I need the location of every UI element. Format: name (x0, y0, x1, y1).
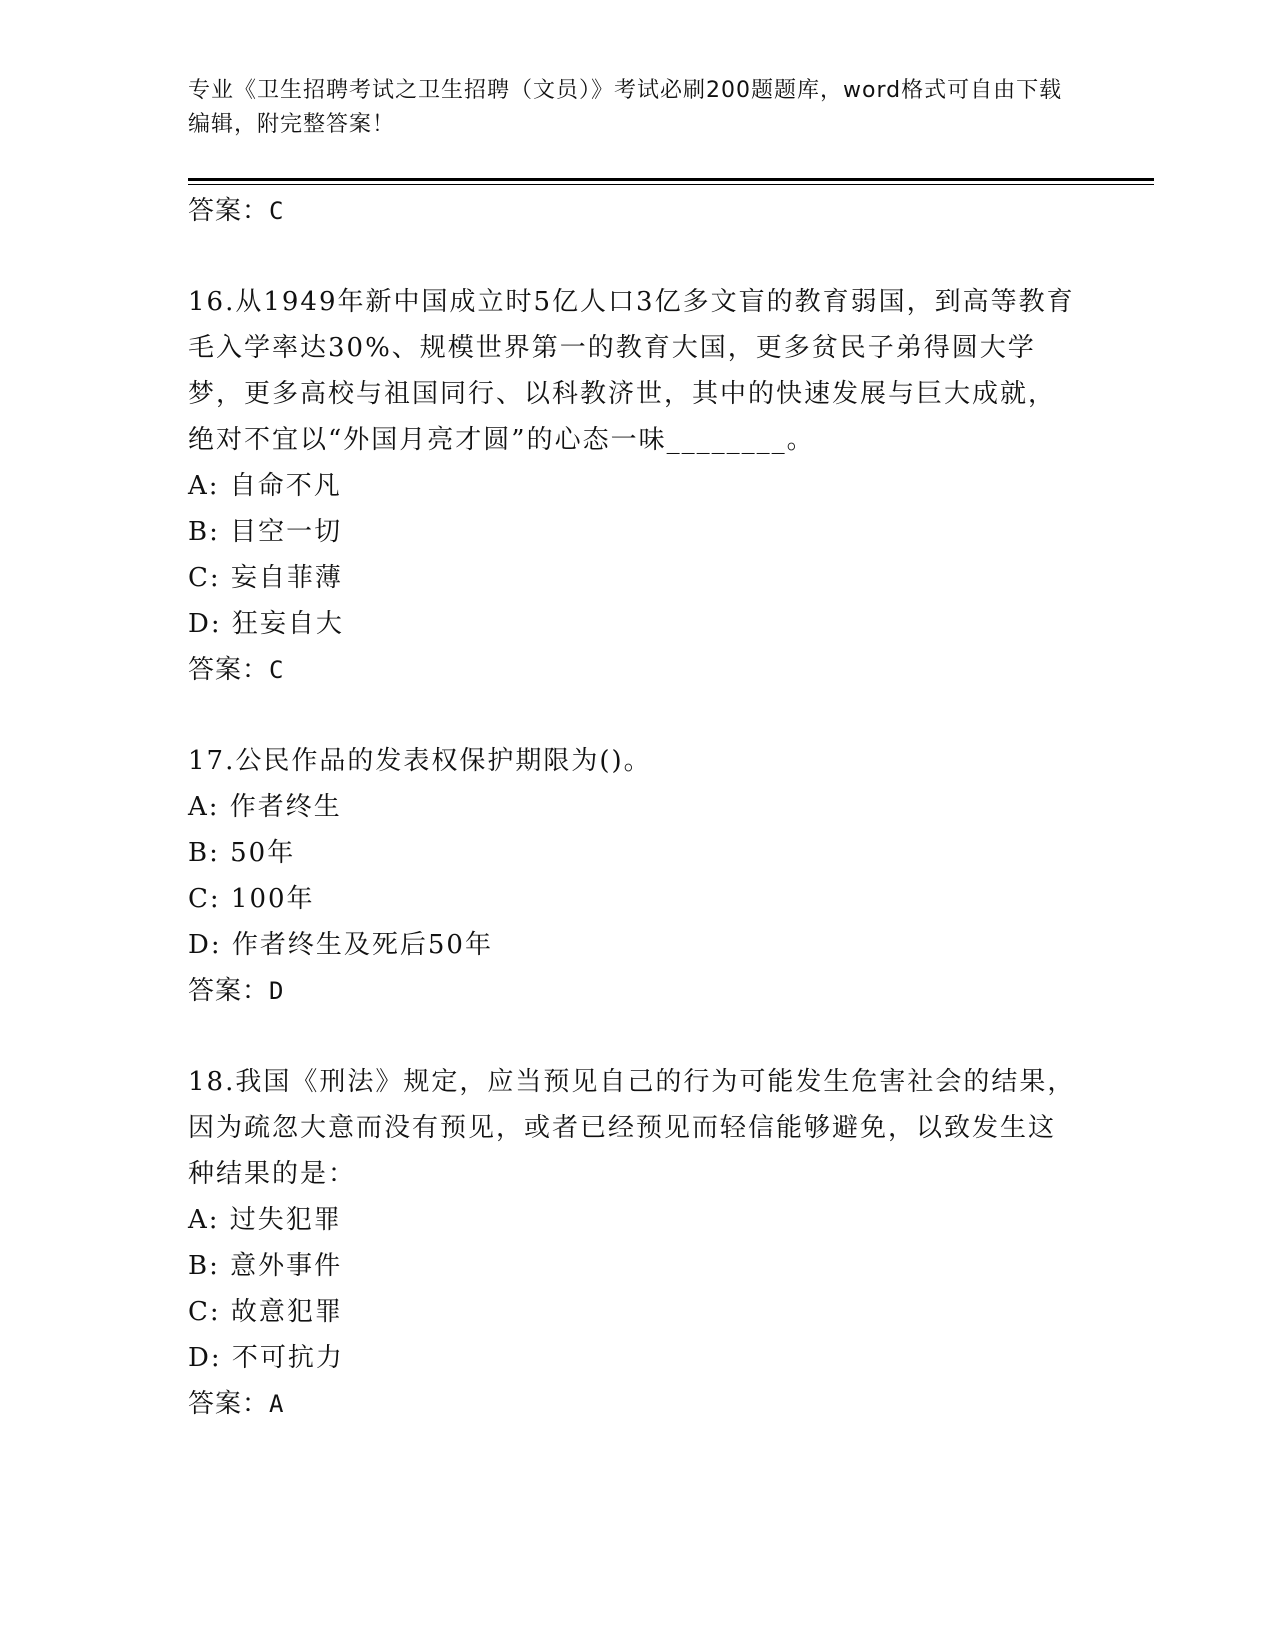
option-b: B: 意外事件 (188, 1251, 343, 1281)
answer-label: 答案： (188, 976, 270, 1006)
option-c: C: 妄自菲薄 (188, 563, 343, 593)
option-b: B: 目空一切 (188, 517, 343, 547)
question-stem: 17.公民作品的发表权保护期限为()。 (188, 746, 652, 776)
question-16 (188, 279, 1088, 693)
option-c: C: 故意犯罪 (188, 1297, 343, 1327)
header-divider-thick (188, 178, 1154, 181)
previous-answer (188, 188, 1088, 234)
option-a: A: 作者终生 (188, 792, 342, 822)
option-a: A: 过失犯罪 (188, 1205, 342, 1235)
option-a: A: 自命不凡 (188, 471, 342, 501)
answer-label: 答案： (188, 655, 270, 685)
option-d: D: 狂妄自大 (188, 609, 344, 639)
question-stem: 18.我国《刑法》规定，应当预见自己的行为可能发生危害社会的结果，因为疏忽大意而没有预见，或者已经预见而轻信能够避免，以致发生这种结果的是： (188, 1067, 1076, 1189)
question-answer (188, 647, 1088, 693)
question-answer (188, 1381, 1088, 1427)
answer-label: 答案： (188, 196, 270, 226)
option-d: D: 不可抗力 (188, 1343, 344, 1373)
option-c: C: 100年 (188, 884, 315, 914)
question-17 (188, 738, 1088, 1014)
answer-value: C (269, 197, 285, 225)
header-divider-thin (188, 184, 1154, 185)
question-answer (188, 968, 1088, 1014)
document-header (188, 74, 1068, 142)
question-stem: 16.从1949年新中国成立时5亿人口3亿多文盲的教育弱国，到高等教育毛入学率达30%、规模世界第一的教育大国，更多贫民子弟得圆大学梦，更多高校与祖国同行、以科教济世，其中的快速发展与巨大成就，绝对不宜以“外国月亮才圆”的心态一味________。 (188, 287, 1075, 455)
question-18 (188, 1059, 1088, 1427)
option-d: D: 作者终生及死后50年 (188, 930, 493, 960)
answer-value: D (269, 977, 285, 1005)
header-text: 专业《卫生招聘考试之卫生招聘（文员）》考试必刷200题题库，word格式可自由下载编辑，附完整答案！ (188, 78, 1063, 137)
option-b: B: 50年 (188, 838, 296, 868)
question-list (188, 188, 1088, 1427)
answer-value: C (269, 656, 285, 684)
answer-value: A (269, 1390, 285, 1418)
answer-label: 答案： (188, 1389, 270, 1419)
